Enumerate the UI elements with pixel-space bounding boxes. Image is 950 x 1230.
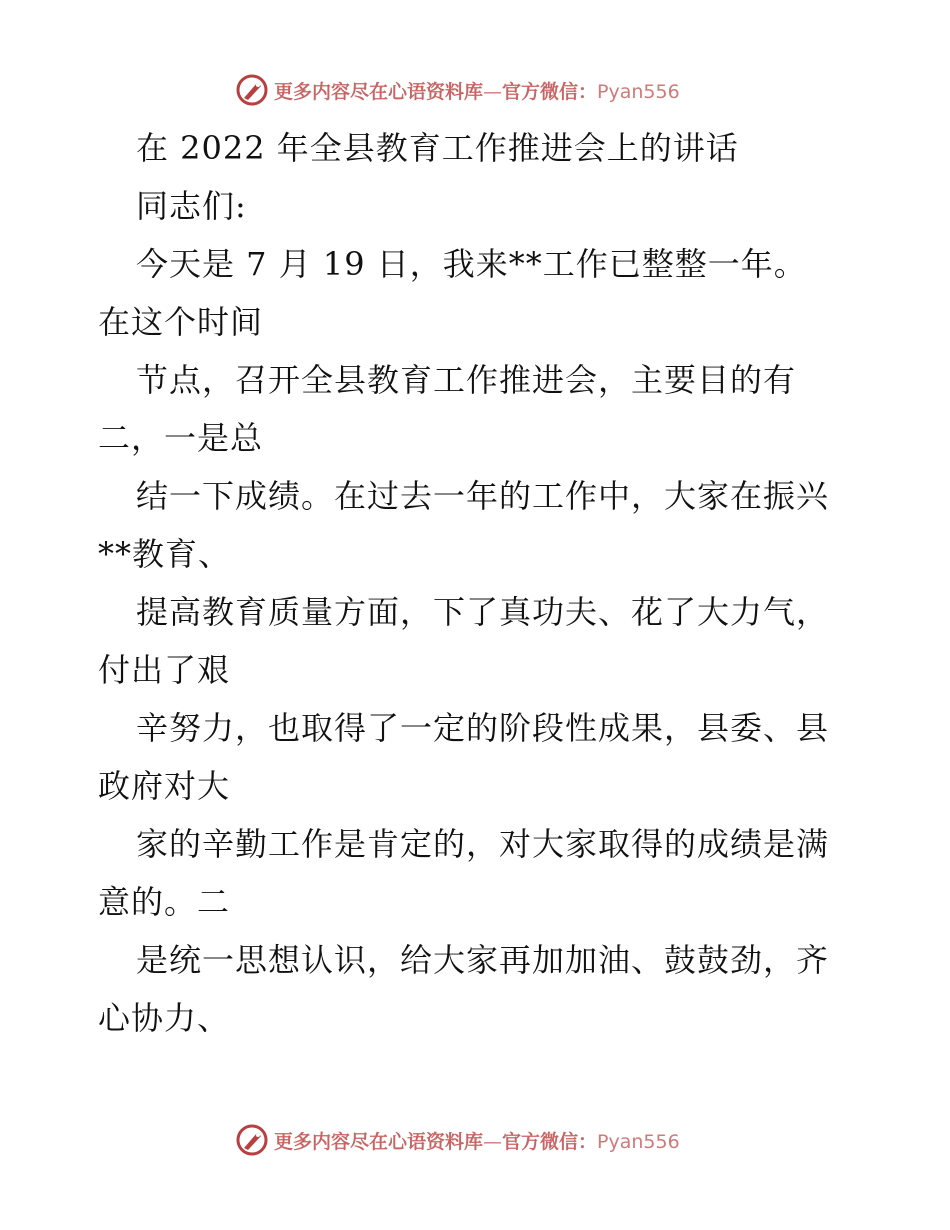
banner-official-label: 官方微信： — [502, 1130, 598, 1153]
text-line: 提高教育质量方面，下了真功夫、花了大力气， — [136, 593, 830, 631]
banner-text — [274, 1127, 680, 1154]
text-line: 政府对大 — [98, 767, 231, 805]
text-line: 在这个时间 — [98, 303, 264, 341]
pen-logo-icon — [234, 1122, 270, 1158]
banner-text — [274, 77, 680, 104]
text-line: 结一下成绩。在过去一年的工作中，大家在振兴 — [136, 477, 830, 515]
banner-wechat-id: Pyan556 — [597, 1130, 680, 1153]
banner-main-text: 更多内容尽在心语资料库 — [274, 80, 484, 103]
text-line: 二，一是总 — [98, 419, 264, 457]
footer-watermark-banner — [234, 1120, 680, 1160]
text-line: 节点，召开全县教育工作推进会，主要目的有 — [136, 361, 797, 399]
banner-wechat-id: Pyan556 — [597, 80, 680, 103]
text-line: 意的。二 — [98, 883, 231, 921]
text-line: 家的辛勤工作是肯定的，对大家取得的成绩是满 — [136, 825, 830, 863]
text-line: 是统一思想认识，给大家再加加油、鼓鼓劲，齐 — [136, 941, 830, 979]
text-line: 今天是 7 月 19 日，我来**工作已整整一年。 — [136, 245, 807, 283]
header-watermark-banner — [234, 70, 680, 110]
text-line: 辛努力，也取得了一定的阶段性成果，县委、县 — [136, 709, 830, 747]
banner-main-text: 更多内容尽在心语资料库 — [274, 1130, 484, 1153]
banner-official-label: 官方微信： — [502, 80, 598, 103]
text-line: 付出了艰 — [98, 651, 231, 689]
pen-logo-icon — [234, 72, 270, 108]
document-title: 在 2022 年全县教育工作推进会上的讲话 — [136, 129, 739, 167]
text-line: 心协力、 — [98, 999, 231, 1037]
banner-dash: — — [483, 1130, 503, 1153]
salutation: 同志们: — [136, 187, 247, 225]
text-line: **教育、 — [98, 535, 232, 573]
banner-dash: — — [483, 80, 503, 103]
